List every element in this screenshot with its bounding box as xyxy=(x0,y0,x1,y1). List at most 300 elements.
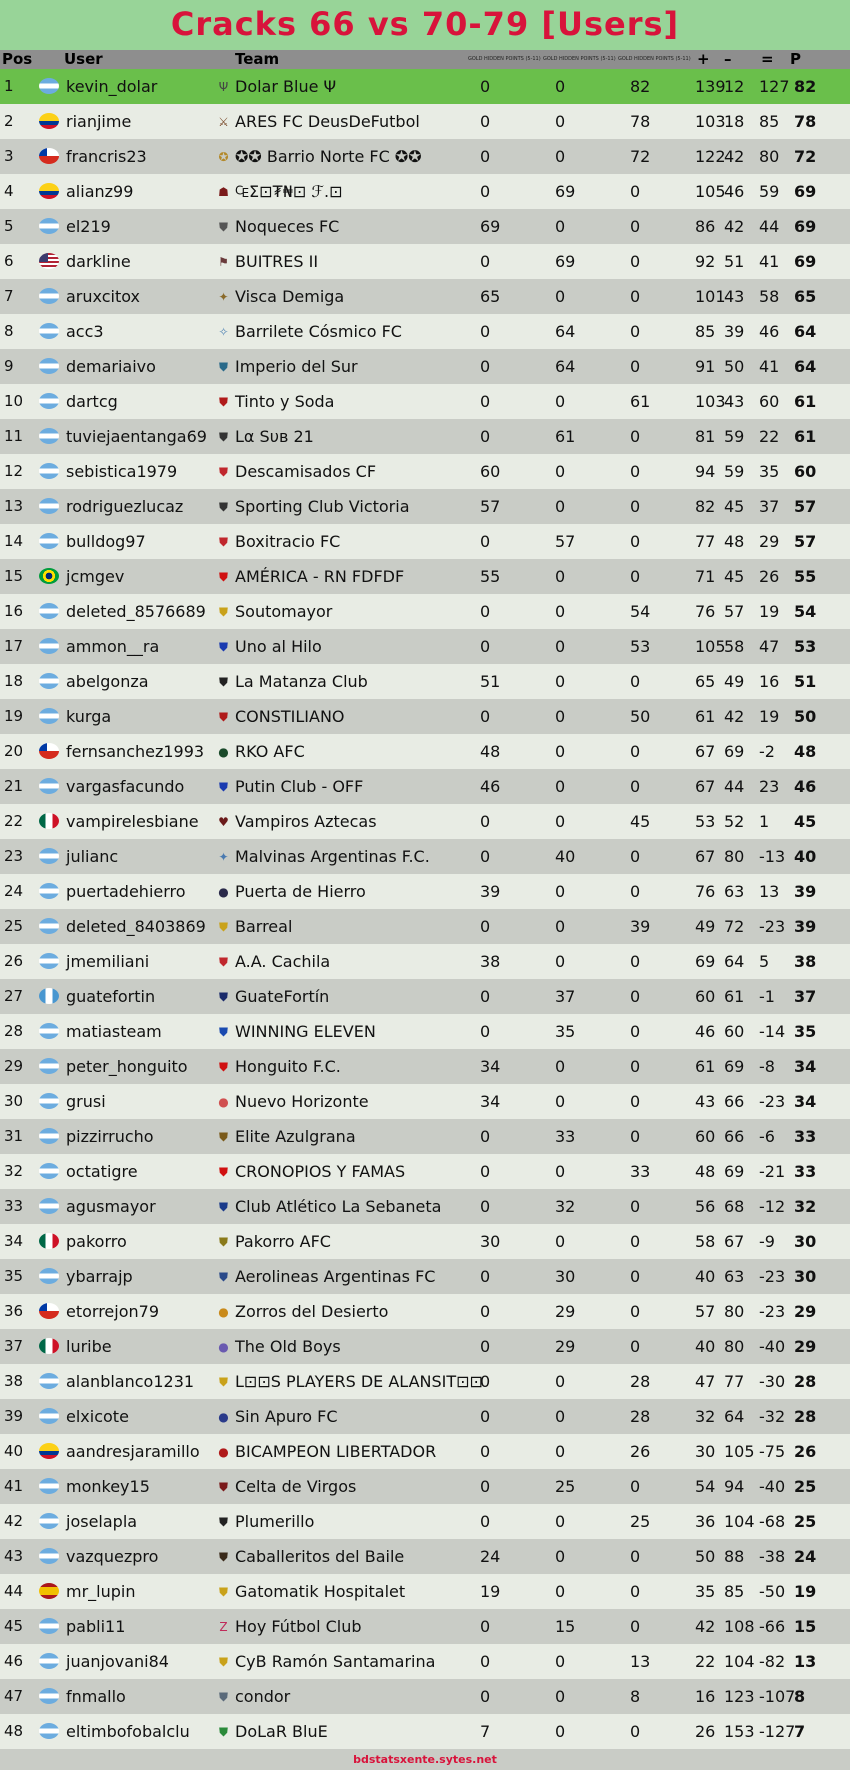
row-points: 7 xyxy=(794,1722,806,1741)
row-team[interactable]: CRONOPIOS Y FAMAS xyxy=(235,1162,406,1181)
row-goals-for: 139 xyxy=(695,77,726,96)
row-user[interactable]: vargasfacundo xyxy=(66,777,185,796)
row-points: 55 xyxy=(794,567,817,586)
team-crest-icon: ⛊ xyxy=(218,675,228,689)
table-row[interactable] xyxy=(0,1294,850,1329)
row-user[interactable]: mr_lupin xyxy=(66,1582,136,1601)
row-col-c: 0 xyxy=(630,672,641,691)
row-user[interactable]: demariaivo xyxy=(66,357,156,376)
row-user[interactable]: julianc xyxy=(66,847,119,866)
table-row[interactable] xyxy=(0,419,850,454)
row-user[interactable]: monkey15 xyxy=(66,1477,150,1496)
row-user[interactable]: deleted_8576689 xyxy=(66,602,206,621)
row-col-c: 0 xyxy=(630,1232,641,1251)
row-user[interactable]: octatigre xyxy=(66,1162,138,1181)
table-row[interactable] xyxy=(0,209,850,244)
table-row[interactable] xyxy=(0,769,850,804)
flag-ar-icon xyxy=(39,1093,59,1109)
row-user[interactable]: aruxcitox xyxy=(66,287,140,306)
row-col-a: 0 xyxy=(480,112,491,131)
row-user[interactable]: francris23 xyxy=(66,147,147,166)
row-user[interactable]: abelgonza xyxy=(66,672,149,691)
row-goals-for: 22 xyxy=(695,1652,716,1671)
row-position: 25 xyxy=(4,917,24,935)
row-goals-against: 66 xyxy=(724,1092,745,1111)
table-row[interactable] xyxy=(0,1679,850,1714)
team-crest-icon: ⛊ xyxy=(218,360,228,374)
footer-site-link[interactable]: bdstatsxente.sytes.net xyxy=(0,1750,850,1770)
table-row[interactable] xyxy=(0,139,850,174)
table-row[interactable] xyxy=(0,734,850,769)
row-team[interactable]: Malvinas Argentinas F.C. xyxy=(235,847,430,866)
row-team[interactable]: condor xyxy=(235,1687,291,1706)
row-col-b: 33 xyxy=(555,1127,576,1146)
row-goals-against: 69 xyxy=(724,742,745,761)
row-col-a: 0 xyxy=(480,392,491,411)
row-team[interactable]: Descamisados CF xyxy=(235,462,377,481)
row-position: 32 xyxy=(4,1162,24,1180)
row-col-c: 0 xyxy=(630,1477,641,1496)
table-row[interactable] xyxy=(0,1259,850,1294)
flag-ar-icon xyxy=(39,533,59,549)
table-row[interactable] xyxy=(0,454,850,489)
row-team[interactable]: GuateFortín xyxy=(235,987,330,1006)
row-position: 42 xyxy=(4,1512,24,1530)
table-row[interactable] xyxy=(0,1014,850,1049)
row-user[interactable]: joselapla xyxy=(66,1512,138,1531)
row-goals-against: 123 xyxy=(724,1687,755,1706)
table-row[interactable] xyxy=(0,699,850,734)
row-position: 12 xyxy=(4,462,24,480)
row-position: 10 xyxy=(4,392,24,410)
row-goals-against: 68 xyxy=(724,1197,745,1216)
team-crest-icon: Z xyxy=(219,1620,228,1634)
row-user[interactable]: fnmallo xyxy=(66,1687,126,1706)
row-col-b: 69 xyxy=(555,182,576,201)
row-goals-for: 30 xyxy=(695,1442,716,1461)
row-goals-for: 56 xyxy=(695,1197,716,1216)
row-goals-for: 71 xyxy=(695,567,716,586)
row-team[interactable]: AMÉRICA - RN FDFDF xyxy=(235,567,405,586)
row-user[interactable]: acc3 xyxy=(66,322,104,341)
header-pos[interactable]: Pos xyxy=(2,50,33,68)
row-team[interactable]: Club Atlético La Sebaneta xyxy=(235,1197,442,1216)
row-user[interactable]: sebistica1979 xyxy=(66,462,178,481)
flag-ar-icon xyxy=(39,1023,59,1039)
header-col-c[interactable]: GOLD HIDDEN POINTS (5-11) xyxy=(618,56,691,62)
row-team[interactable]: Celta de Virgos xyxy=(235,1477,357,1496)
row-col-b: 0 xyxy=(555,1232,566,1251)
row-col-b: 15 xyxy=(555,1617,576,1636)
row-user[interactable]: rodriguezlucaz xyxy=(66,497,184,516)
table-row[interactable] xyxy=(0,594,850,629)
flag-co-icon xyxy=(39,113,59,129)
row-points: 25 xyxy=(794,1512,817,1531)
row-goals-for: 86 xyxy=(695,217,716,236)
row-team[interactable]: Aerolineas Argentinas FC xyxy=(235,1267,436,1286)
row-position: 48 xyxy=(4,1722,24,1740)
table-row[interactable] xyxy=(0,1224,850,1259)
row-user[interactable]: pabli11 xyxy=(66,1617,126,1636)
table-row[interactable] xyxy=(0,174,850,209)
row-goals-against: 39 xyxy=(724,322,745,341)
team-crest-icon: ⛊ xyxy=(218,955,228,969)
row-col-b: 0 xyxy=(555,882,566,901)
row-team[interactable]: Zorros del Desierto xyxy=(235,1302,389,1321)
table-row[interactable] xyxy=(0,279,850,314)
table-row[interactable] xyxy=(0,1469,850,1504)
row-user[interactable]: deleted_8403869 xyxy=(66,917,206,936)
team-crest-icon: ● xyxy=(218,885,229,899)
row-goals-for: 35 xyxy=(695,1582,716,1601)
row-goal-diff: 46 xyxy=(759,322,780,341)
row-user[interactable]: el219 xyxy=(66,217,111,236)
table-row[interactable] xyxy=(0,69,850,104)
row-user[interactable]: peter_honguito xyxy=(66,1057,188,1076)
row-user[interactable]: eltimbofobalclu xyxy=(66,1722,190,1741)
row-col-a: 65 xyxy=(480,287,501,306)
row-user[interactable]: juanjovani84 xyxy=(66,1652,169,1671)
table-row[interactable] xyxy=(0,1364,850,1399)
header-goals-against[interactable]: – xyxy=(724,50,732,68)
row-goals-for: 76 xyxy=(695,602,716,621)
table-row[interactable] xyxy=(0,559,850,594)
row-team[interactable]: RKO AFC xyxy=(235,742,305,761)
row-user[interactable]: agusmayor xyxy=(66,1197,156,1216)
team-crest-icon: ⛊ xyxy=(218,1480,228,1494)
row-goals-against: 94 xyxy=(724,1477,745,1496)
row-team[interactable]: Uno al Hilo xyxy=(235,637,322,656)
table-row[interactable] xyxy=(0,804,850,839)
row-user[interactable]: pizzirrucho xyxy=(66,1127,154,1146)
row-user[interactable]: elxicote xyxy=(66,1407,129,1426)
row-user[interactable]: aandresjaramillo xyxy=(66,1442,200,1461)
row-col-b: 0 xyxy=(555,777,566,796)
row-col-c: 72 xyxy=(630,147,651,166)
row-team[interactable]: BICAMPEON LIBERTADOR xyxy=(235,1442,437,1461)
row-points: 46 xyxy=(794,777,817,796)
row-col-b: 57 xyxy=(555,532,576,551)
flag-ar-icon xyxy=(39,1548,59,1564)
row-goals-against: 48 xyxy=(724,532,745,551)
row-col-b: 0 xyxy=(555,147,566,166)
row-user[interactable]: kurga xyxy=(66,707,112,726)
row-user[interactable]: ammon__ra xyxy=(66,637,160,656)
table-row[interactable] xyxy=(0,314,850,349)
row-points: 24 xyxy=(794,1547,817,1566)
team-crest-icon: ● xyxy=(218,745,229,759)
row-user[interactable]: jcmgev xyxy=(66,567,125,586)
row-goals-against: 49 xyxy=(724,672,745,691)
row-team[interactable]: Barreal xyxy=(235,917,293,936)
row-user[interactable]: rianjime xyxy=(66,112,132,131)
row-user[interactable]: puertadehierro xyxy=(66,882,186,901)
row-team[interactable]: Visca Demiga xyxy=(235,287,345,306)
row-user[interactable]: alanblanco1231 xyxy=(66,1372,195,1391)
row-goal-diff: -13 xyxy=(759,847,786,866)
row-goals-for: 67 xyxy=(695,847,716,866)
row-user[interactable]: darkline xyxy=(66,252,131,271)
row-col-a: 55 xyxy=(480,567,501,586)
row-user[interactable]: luribe xyxy=(66,1337,112,1356)
row-position: 40 xyxy=(4,1442,24,1460)
row-team[interactable]: Elite Azulgrana xyxy=(235,1127,356,1146)
row-team[interactable]: Putin Club - OFF xyxy=(235,777,364,796)
row-user[interactable]: jmemiliani xyxy=(66,952,150,971)
row-col-b: 0 xyxy=(555,952,566,971)
row-position: 27 xyxy=(4,987,24,1005)
row-goal-diff: 23 xyxy=(759,777,780,796)
row-col-a: 57 xyxy=(480,497,501,516)
table-row[interactable] xyxy=(0,629,850,664)
row-col-c: 0 xyxy=(630,182,641,201)
row-team[interactable]: La Matanza Club xyxy=(235,672,368,691)
row-user[interactable]: fernsanchez1993 xyxy=(66,742,205,761)
row-position: 17 xyxy=(4,637,24,655)
row-goals-for: 57 xyxy=(695,1302,716,1321)
row-goal-diff: -127 xyxy=(759,1722,796,1741)
row-team[interactable]: Tinto y Soda xyxy=(235,392,335,411)
table-row[interactable] xyxy=(0,839,850,874)
row-user[interactable]: vampirelesbiane xyxy=(66,812,199,831)
row-goals-against: 72 xyxy=(724,917,745,936)
row-user[interactable]: dartcg xyxy=(66,392,118,411)
team-crest-icon: ⛊ xyxy=(218,1655,228,1669)
row-user[interactable]: bulldog97 xyxy=(66,532,146,551)
row-goals-for: 46 xyxy=(695,1022,716,1041)
row-goals-for: 58 xyxy=(695,1232,716,1251)
row-user[interactable]: kevin_dolar xyxy=(66,77,158,96)
row-col-c: 0 xyxy=(630,987,641,1006)
row-col-a: 0 xyxy=(480,1197,491,1216)
table-row[interactable] xyxy=(0,244,850,279)
row-user[interactable]: tuviejaentanga69 xyxy=(66,427,207,446)
row-team[interactable]: CyB Ramón Santamarina xyxy=(235,1652,436,1671)
row-user[interactable]: matiasteam xyxy=(66,1022,162,1041)
table-row[interactable] xyxy=(0,1539,850,1574)
row-team[interactable]: Nuevo Horizonte xyxy=(235,1092,369,1111)
row-position: 6 xyxy=(4,252,14,270)
row-goals-for: 32 xyxy=(695,1407,716,1426)
row-team[interactable]: Pakorro AFC xyxy=(235,1232,331,1251)
header-team[interactable]: Team xyxy=(235,50,280,68)
row-position: 14 xyxy=(4,532,24,550)
row-team[interactable]: Hoy Fútbol Club xyxy=(235,1617,362,1636)
row-goals-for: 54 xyxy=(695,1477,716,1496)
table-row[interactable] xyxy=(0,1399,850,1434)
row-position: 18 xyxy=(4,672,24,690)
table-row[interactable] xyxy=(0,1049,850,1084)
row-team[interactable]: ✪✪ Barrio Norte FC ✪✪ xyxy=(235,147,422,166)
row-col-b: 0 xyxy=(555,707,566,726)
row-position: 26 xyxy=(4,952,24,970)
table-row[interactable] xyxy=(0,874,850,909)
row-points: 15 xyxy=(794,1617,817,1636)
header-user[interactable]: User xyxy=(64,50,103,68)
row-points: 33 xyxy=(794,1127,817,1146)
row-team[interactable]: Sin Apuro FC xyxy=(235,1407,338,1426)
row-goals-for: 82 xyxy=(695,497,716,516)
row-user[interactable]: alianz99 xyxy=(66,182,134,201)
row-goal-diff: -21 xyxy=(759,1162,786,1181)
table-row[interactable] xyxy=(0,1084,850,1119)
table-row[interactable] xyxy=(0,1154,850,1189)
flag-ar-icon xyxy=(39,358,59,374)
row-team[interactable]: CONSTILIANO xyxy=(235,707,345,726)
row-position: 35 xyxy=(4,1267,24,1285)
row-col-b: 37 xyxy=(555,987,576,1006)
row-team[interactable]: Sporting Club Victoria xyxy=(235,497,410,516)
row-team[interactable]: BUITRES II xyxy=(235,252,319,271)
header-points[interactable]: P xyxy=(790,50,801,68)
row-col-a: 0 xyxy=(480,637,491,656)
row-team[interactable]: Plumerillo xyxy=(235,1512,315,1531)
row-col-b: 61 xyxy=(555,427,576,446)
table-row[interactable] xyxy=(0,1189,850,1224)
row-col-a: 0 xyxy=(480,917,491,936)
table-row[interactable] xyxy=(0,1434,850,1469)
row-col-a: 0 xyxy=(480,847,491,866)
row-goal-diff: 1 xyxy=(759,812,770,831)
row-col-c: 0 xyxy=(630,497,641,516)
table-row[interactable] xyxy=(0,944,850,979)
row-position: 46 xyxy=(4,1652,24,1670)
row-user[interactable]: etorrejon79 xyxy=(66,1302,160,1321)
table-row[interactable] xyxy=(0,664,850,699)
row-goals-against: 108 xyxy=(724,1617,755,1636)
row-points: 69 xyxy=(794,252,817,271)
team-crest-icon: ⛊ xyxy=(218,1200,228,1214)
row-team[interactable]: The Old Boys xyxy=(235,1337,341,1356)
row-col-b: 0 xyxy=(555,217,566,236)
row-col-b: 0 xyxy=(555,1722,566,1741)
row-goals-against: 104 xyxy=(724,1652,755,1671)
row-points: 60 xyxy=(794,462,817,481)
table-row[interactable] xyxy=(0,1644,850,1679)
row-team[interactable]: A.A. Cachila xyxy=(235,952,331,971)
row-team[interactable]: Barrilete Cósmico FC xyxy=(235,322,402,341)
row-points: 32 xyxy=(794,1197,817,1216)
row-team[interactable]: L⊡⊡S PLAYERS DE ALANSIT⊡⊡ xyxy=(235,1372,483,1391)
row-team[interactable]: Noqueces FC xyxy=(235,217,340,236)
row-team[interactable]: Boxitracio FC xyxy=(235,532,341,551)
table-row[interactable] xyxy=(0,524,850,559)
row-goals-for: 105 xyxy=(695,182,726,201)
table-row[interactable] xyxy=(0,1504,850,1539)
header-goal-diff[interactable]: = xyxy=(761,50,774,68)
row-points: 48 xyxy=(794,742,817,761)
row-team[interactable]: WINNING ELEVEN xyxy=(235,1022,376,1041)
row-col-b: 29 xyxy=(555,1302,576,1321)
row-goals-for: 77 xyxy=(695,532,716,551)
table-row[interactable] xyxy=(0,979,850,1014)
row-goals-against: 50 xyxy=(724,357,745,376)
row-team[interactable]: Lα Sυв 21 xyxy=(235,427,314,446)
table-row[interactable] xyxy=(0,489,850,524)
flag-ar-icon xyxy=(39,498,59,514)
row-user[interactable]: ybarrajp xyxy=(66,1267,133,1286)
row-team[interactable]: DoLaR BluE xyxy=(235,1722,328,1741)
team-crest-icon: ⛊ xyxy=(218,1690,228,1704)
row-team[interactable]: ARES FC DeusDeFutbol xyxy=(235,112,420,131)
row-team[interactable]: Dolar Blue Ψ xyxy=(235,77,337,96)
header-goals-for[interactable]: + xyxy=(697,50,710,68)
row-team[interactable]: Imperio del Sur xyxy=(235,357,358,376)
team-crest-icon: ● xyxy=(218,1340,229,1354)
row-position: 38 xyxy=(4,1372,24,1390)
row-col-a: 46 xyxy=(480,777,501,796)
table-row[interactable] xyxy=(0,909,850,944)
row-goals-for: 85 xyxy=(695,322,716,341)
row-goals-against: 42 xyxy=(724,217,745,236)
row-team[interactable]: Vampiros Aztecas xyxy=(235,812,377,831)
table-row[interactable] xyxy=(0,1574,850,1609)
table-row[interactable] xyxy=(0,349,850,384)
row-user[interactable]: vazquezpro xyxy=(66,1547,159,1566)
row-goal-diff: -2 xyxy=(759,742,775,761)
row-position: 28 xyxy=(4,1022,24,1040)
row-team[interactable]: Caballeritos del Baile xyxy=(235,1547,405,1566)
row-team[interactable]: Soutomayor xyxy=(235,602,333,621)
row-points: 61 xyxy=(794,427,817,446)
header-col-b[interactable]: GOLD HIDDEN POINTS (5-11) xyxy=(543,56,616,62)
row-user[interactable]: pakorro xyxy=(66,1232,127,1251)
row-points: 51 xyxy=(794,672,817,691)
row-position: 5 xyxy=(4,217,14,235)
row-goal-diff: 127 xyxy=(759,77,790,96)
row-col-b: 0 xyxy=(555,917,566,936)
table-row[interactable] xyxy=(0,104,850,139)
row-col-a: 0 xyxy=(480,77,491,96)
row-col-b: 0 xyxy=(555,1092,566,1111)
row-team[interactable]: Honguito F.C. xyxy=(235,1057,341,1076)
row-position: 45 xyxy=(4,1617,24,1635)
row-goal-diff: 19 xyxy=(759,602,780,621)
row-user[interactable]: grusi xyxy=(66,1092,106,1111)
table-row[interactable] xyxy=(0,1609,850,1644)
table-row[interactable] xyxy=(0,1714,850,1749)
header-col-a[interactable]: GOLD HIDDEN POINTS (5-11) xyxy=(468,56,541,62)
row-team[interactable]: Puerta de Hierro xyxy=(235,882,366,901)
row-col-a: 0 xyxy=(480,987,491,1006)
row-points: 29 xyxy=(794,1337,817,1356)
flag-co-icon xyxy=(39,1443,59,1459)
row-user[interactable]: guatefortin xyxy=(66,987,156,1006)
row-goals-against: 59 xyxy=(724,427,745,446)
row-goals-against: 80 xyxy=(724,1302,745,1321)
row-col-a: 38 xyxy=(480,952,501,971)
table-row[interactable] xyxy=(0,384,850,419)
row-goal-diff: 16 xyxy=(759,672,780,691)
team-crest-icon: ⛊ xyxy=(218,1060,228,1074)
row-team[interactable]: Gatomatik Hospitalet xyxy=(235,1582,406,1601)
flag-ar-icon xyxy=(39,393,59,409)
row-points: 53 xyxy=(794,637,817,656)
flag-cl-icon xyxy=(39,148,59,164)
row-goals-against: 45 xyxy=(724,497,745,516)
team-crest-icon: ⛊ xyxy=(218,1025,228,1039)
row-position: 15 xyxy=(4,567,24,585)
row-goal-diff: 26 xyxy=(759,567,780,586)
table-row[interactable] xyxy=(0,1119,850,1154)
row-col-b: 0 xyxy=(555,742,566,761)
row-col-b: 64 xyxy=(555,322,576,341)
flag-ar-icon xyxy=(39,953,59,969)
row-goals-against: 46 xyxy=(724,182,745,201)
flag-ar-icon xyxy=(39,1163,59,1179)
row-team[interactable]: ₠Σ⊡₮₦⊡ ℱ.⊡ xyxy=(235,182,343,201)
table-row[interactable] xyxy=(0,1329,850,1364)
